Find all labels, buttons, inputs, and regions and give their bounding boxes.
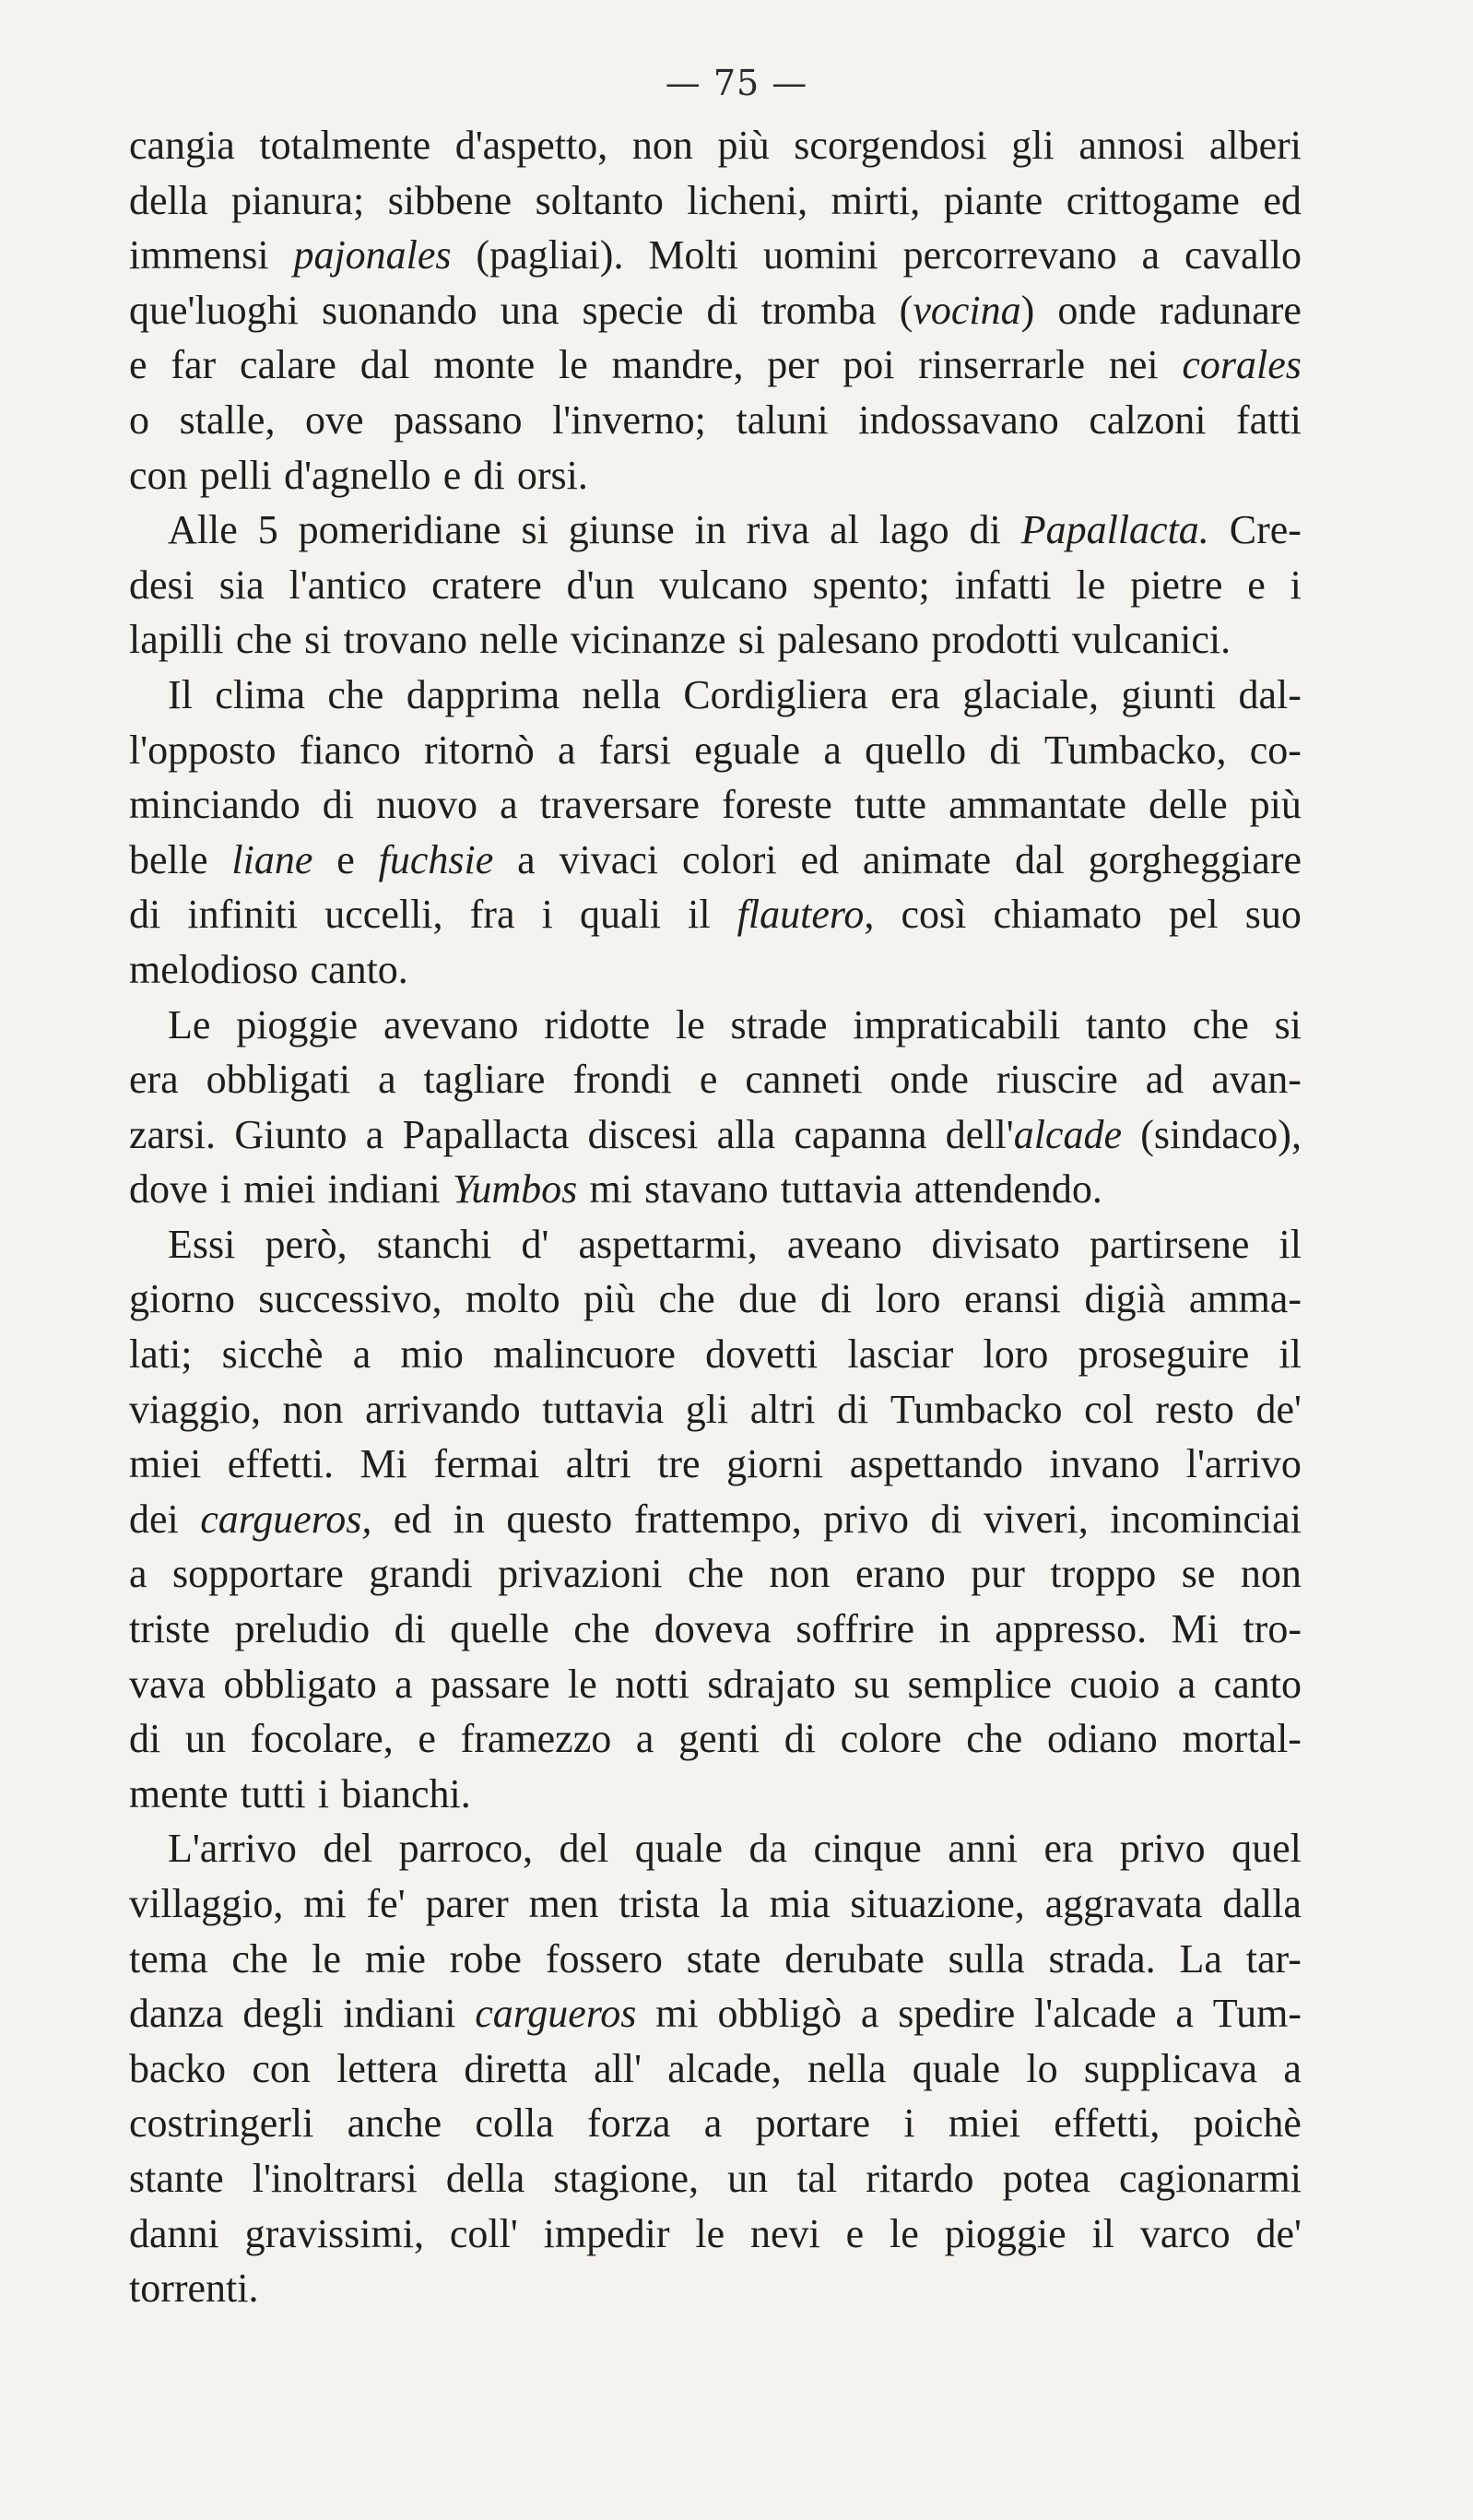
text-line: Essi però, stanchi d' aspettarmi, aveano divisato partirsene il: [168, 1221, 1302, 1267]
paragraph: [129, 998, 1302, 1217]
text-line: miei effetti. Mi fermai altri tre giorni aspettando invano l'arrivo: [129, 1441, 1302, 1487]
paragraph: [129, 1821, 1302, 2315]
text-line: que'luoghi suonando una specie di tromba (vocina) onde radunare: [129, 287, 1302, 333]
text-line: costringerli anche colla forza a portare i miei effetti, poichè: [129, 2100, 1302, 2147]
text-line: a sopportare grandi privazioni che non erano pur troppo se non: [129, 1551, 1302, 1597]
text-line: Le pioggie avevano ridotte le strade impraticabili tanto che si: [168, 1001, 1302, 1047]
text-line: villaggio, mi fe' parer men trista la mia situazione, aggravata dalla: [129, 1881, 1302, 1926]
paragraph: [129, 668, 1302, 998]
text-line: triste preludio di quelle che doveva soffrire in appresso. Mi tro-: [129, 1606, 1302, 1652]
text-line: dei cargueros, ed in questo frattempo, privo di viveri, incominciai: [129, 1496, 1302, 1542]
text-line: giorno successivo, molto più che due di loro eransi digià amma-: [129, 1276, 1302, 1322]
text-line: mente tutti i bianchi.: [129, 1770, 471, 1816]
text-line: della pianura; sibbene soltanto licheni, mirti, piante crittogame ed: [129, 177, 1302, 223]
text-line: o stalle, ove passano l'inverno; taluni indossavano calzoni fatti: [129, 396, 1302, 443]
text-line: immensi pajonales (pagliai). Molti uomini percorrevano a cavallo: [129, 232, 1302, 278]
text-line: Il clima che dapprima nella Cordigliera era glaciale, giunti dal-: [168, 671, 1302, 717]
text-line: melodioso canto.: [129, 946, 408, 992]
text-line: danni gravissimi, coll' impedir le nevi e le pioggie il varco de': [129, 2210, 1302, 2256]
paragraph: [129, 503, 1302, 668]
text-line: con pelli d'agnello e di orsi.: [129, 452, 588, 498]
text-line: backo con lettera diretta all' alcade, nella quale lo supplicava a: [129, 2045, 1302, 2091]
text-line: l'opposto fianco ritornò a farsi eguale a quello di Tumbacko, co-: [129, 727, 1302, 773]
text-line: zarsi. Giunto a Papallacta discesi alla capanna dell'alcade (sindaco),: [129, 1111, 1302, 1157]
text-line: viaggio, non arrivando tuttavia gli altri di Tumbacko col resto de': [129, 1386, 1302, 1432]
text-line: lapilli che si trovano nelle vicinanze si palesano prodotti vulcanici.: [129, 617, 1231, 663]
text-line: dove i miei indiani Yumbos mi stavano tuttavia attendendo.: [129, 1166, 1102, 1213]
text-line: vava obbligato a passare le notti sdrajato su semplice cuoio a canto: [129, 1661, 1302, 1707]
text-line: di infiniti uccelli, fra i quali il flautero, così chiamato pel suo: [129, 892, 1302, 938]
page-number: — 75 —: [665, 63, 808, 103]
text-line: minciando di nuovo a traversare foreste tutte ammantate delle più: [129, 782, 1302, 828]
text-line: desi sia l'antico cratere d'un vulcano spento; infatti le pietre e i: [129, 562, 1302, 608]
text-line: Alle 5 pomeridiane si giunse in riva al lago di Papallacta. Cre-: [168, 507, 1302, 553]
body-text: [129, 118, 1302, 2316]
text-line: L'arrivo del parroco, del quale da cinque anni era privo quel: [168, 1826, 1302, 1872]
text-line: danza degli indiani cargueros mi obbligò a spedire l'alcade a Tum-: [129, 1991, 1302, 2037]
text-line: belle liane e fuchsie a vivaci colori ed animate dal gorgheggiare: [129, 836, 1302, 882]
paragraph: [129, 1217, 1302, 1822]
text-line: cangia totalmente d'aspetto, non più scorgendosi gli annosi alberi: [129, 123, 1302, 168]
text-line: e far calare dal monte le mandre, per poi rinserrarle nei corales: [129, 342, 1302, 388]
text-line: stante l'inoltrarsi della stagione, un tal ritardo potea cagionarmi: [129, 2155, 1302, 2201]
text-line: era obbligati a tagliare frondi e canneti onde riuscire ad avan-: [129, 1057, 1302, 1103]
text-line: lati; sicchè a mio malincuore dovetti lasciar loro proseguire il: [129, 1331, 1302, 1378]
text-line: tema che le mie robe fossero state derubate sulla strada. La tar-: [129, 1935, 1302, 1982]
paragraph: [129, 118, 1302, 503]
text-line: di un focolare, e framezzo a genti di colore che odiano mortal-: [129, 1716, 1302, 1762]
text-line: torrenti.: [129, 2266, 259, 2312]
